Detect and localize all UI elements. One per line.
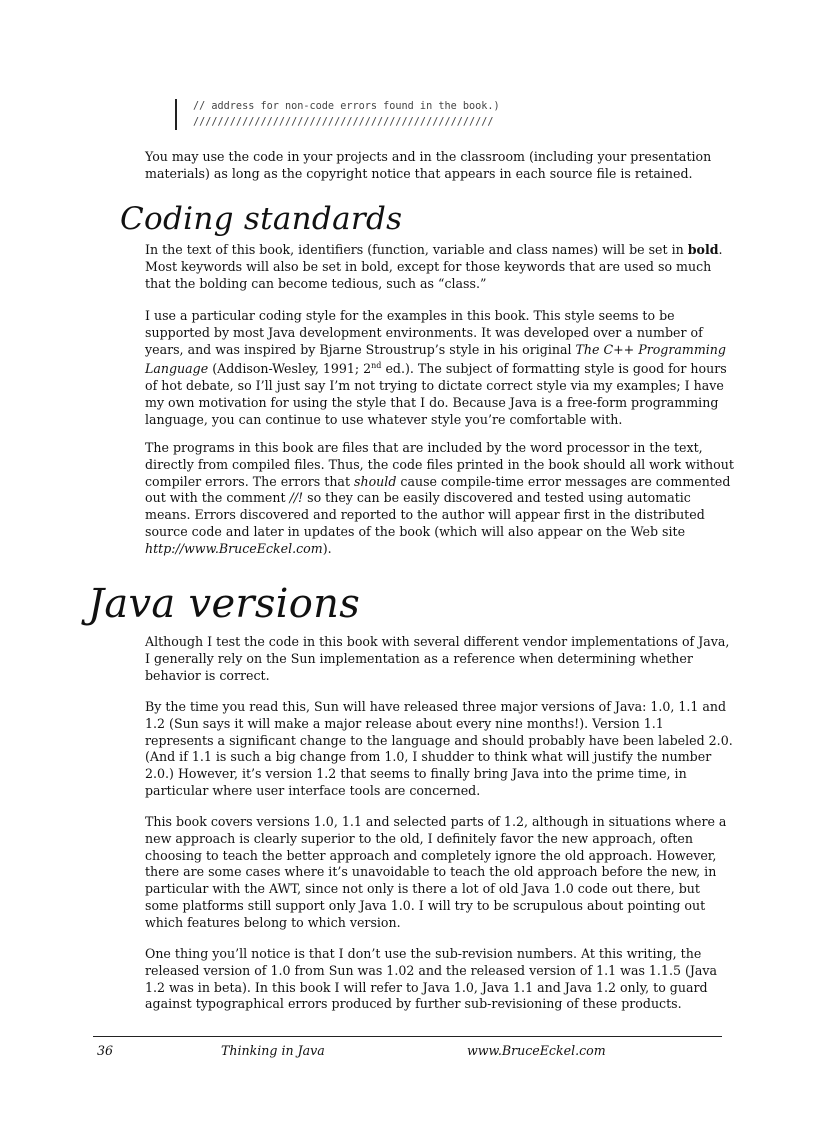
text-span: so they can be easily discovered and tested using automatic means. Errors discovered and reported to the author will appear first in the distributed source code and later in updates of the book (which will also appear on the Web site bbox=[145, 490, 705, 539]
text-span: ed.). The subject of formatting style is good for hours of hot debate, so I’ll just say I’m not trying to dictate correct style via my examples; I have my own motivation for using the style that I do. Because Java is a free-form programming language, you can continue to use whatever style you’re comfortable with. bbox=[145, 361, 727, 427]
java-versions-paragraph-4: One thing you’ll notice is that I don’t use the sub-revision numbers. At this writing, the released version of 1.0 from Sun was 1.02 and the released version of 1.1 was 1.1.5 (Java 1.2 was in beta). In this book I will refer to Java 1.0, Java 1.1 and Java 1.2 only, to guard against typographical errors produced by further sub-revisioning of these products. bbox=[145, 946, 718, 1012]
coding-standards-paragraph-1 bbox=[145, 242, 735, 292]
coding-standards-paragraph-2 bbox=[145, 308, 735, 429]
java-versions-paragraph-3: This book covers versions 1.0, 1.1 and selected parts of 1.2, although in situations where a new approach is clearly superior to the old, I definitely favor the new approach, often choosing to teach the better approach and completely ignore the old approach. However, there are some cases where it’s unavoidable to teach the old approach before the new, in particular with the AWT, since not only is there a lot of old Java 1.0 code out there, but some platforms still support only Java 1.0. I will try to be scrupulous about pointing out which features belong to which version. bbox=[145, 814, 727, 930]
text-span: The programs in this book are files that are included by the word processor in the text, directly from compiled files. Thus, the code files printed in the book should all work without compiler errors. The errors that bbox=[145, 440, 734, 489]
emphasis: should bbox=[354, 473, 397, 489]
book-title-reference: The C++ Programming Language bbox=[145, 341, 726, 377]
java-versions-paragraph-2: By the time you read this, Sun will have released three major versions of Java: 1.0, 1.1 and 1.2 (Sun says it will make a major release about every nine months!). Version 1.1 represents a significant change to the language and should probably have been labeled 2.0. (And if 1.1 is such a big change from 1.0, I shudder to think what will justify the number 2.0.) However, it’s version 1.2 that seems to finally bring Java into the prime time, in particular where user interface tools are concerned. bbox=[145, 699, 733, 798]
code-line: ///////////////////////////////////////////////// bbox=[193, 116, 494, 128]
bold-term: bold bbox=[687, 242, 719, 257]
footer-divider bbox=[93, 1036, 722, 1037]
superscript: nd bbox=[371, 361, 382, 371]
coding-standards-paragraph-3 bbox=[145, 440, 735, 558]
usage-paragraph: You may use the code in your projects and in the classroom (including your presentation materials) as long as the copyright notice that appears in each source file is retained. bbox=[145, 149, 712, 181]
text-span: In the text of this book, identifiers (function, variable and class names) will be set in bbox=[145, 242, 684, 257]
footer-book-title: Thinking in Java bbox=[221, 1043, 325, 1058]
coding-standards-heading: Coding standards bbox=[120, 201, 403, 237]
code-block bbox=[175, 99, 500, 130]
text-span: . Most keywords will also be set in bold, except for those keywords that are used so much that the bolding can become tedious, such as “class.” bbox=[145, 242, 723, 291]
footer-website: www.BruceEckel.com bbox=[467, 1043, 606, 1058]
comment-marker: //! bbox=[289, 490, 304, 506]
text-span: I use a particular coding style for the examples in this book. This style seems to be supported by most Java development environments. It was developed over a number of years, and was inspired by Bjarne Stroustrup’s style in his original bbox=[145, 308, 703, 357]
code-line: // address for non-code errors found in the book.) bbox=[193, 101, 500, 112]
text-span: cause compile-time error messages are commented out with the comment bbox=[145, 473, 731, 506]
text-span: ). bbox=[322, 540, 332, 556]
page-number: 36 bbox=[97, 1043, 114, 1058]
java-versions-paragraph-1: Although I test the code in this book with several different vendor implementations of Java, I generally rely on the Sun implementation as a reference when determining whether behavior is correct. bbox=[145, 634, 730, 683]
java-versions-heading: Java versions bbox=[88, 581, 361, 627]
text-span: (Addison-Wesley, 1991; 2 bbox=[212, 361, 372, 377]
website-link[interactable]: http://www.BruceEckel.com bbox=[145, 540, 323, 556]
